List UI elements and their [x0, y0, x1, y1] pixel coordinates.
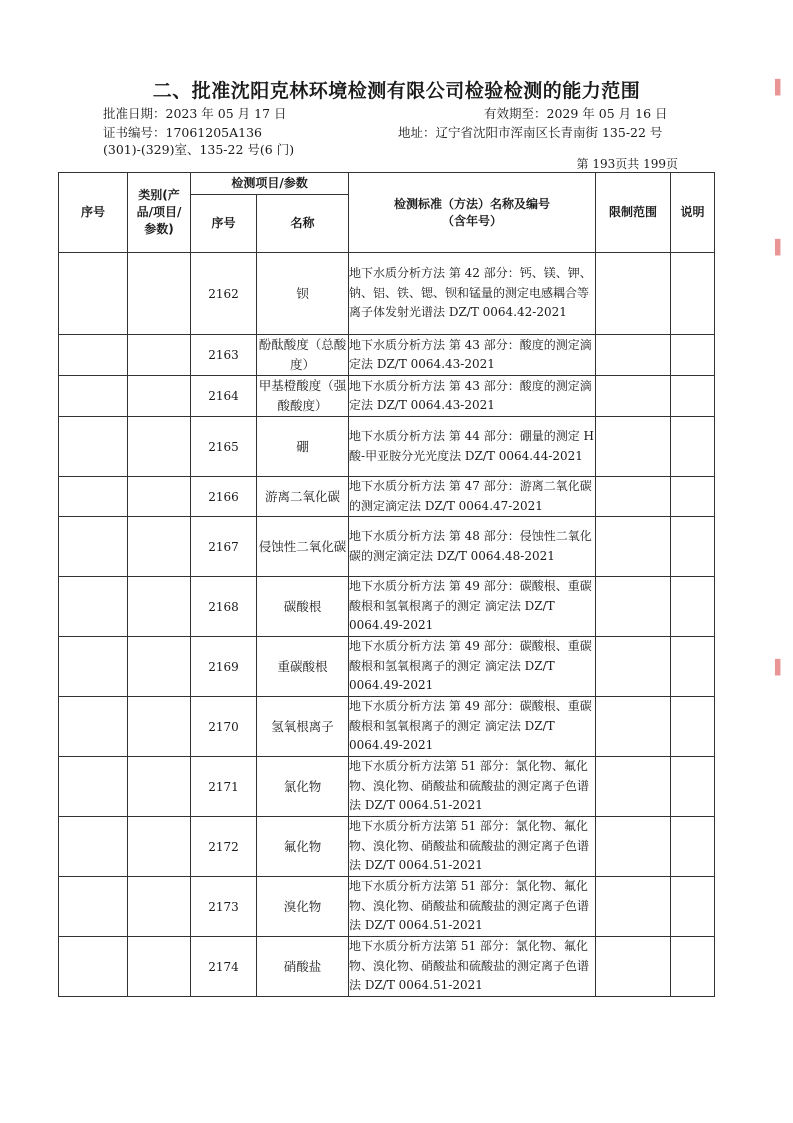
- table-row: [59, 517, 715, 577]
- category-cell: [128, 937, 191, 997]
- limit-cell: [596, 376, 671, 417]
- seq-cell: [59, 253, 128, 335]
- category-cell: [128, 757, 191, 817]
- limit-cell: [596, 877, 671, 937]
- table-row: [59, 817, 715, 877]
- item-name: 游离二氧化碳: [257, 477, 349, 517]
- header-standard: [349, 173, 596, 253]
- table-row: [59, 637, 715, 697]
- category-cell: [128, 697, 191, 757]
- header-category-text: 类别(产品/项目/参数): [136, 188, 182, 236]
- standard-cell: 地下水质分析方法第 51 部分：氯化物、氟化物、溴化物、硝酸盐和硫酸盐的测定离子色谱法 DZ/T 0064.51-2021: [349, 757, 596, 817]
- note-cell: [671, 376, 715, 417]
- limit-cell: [596, 637, 671, 697]
- table-row: [59, 577, 715, 637]
- limit-cell: [596, 937, 671, 997]
- seal-edge-mark: ▌: [775, 80, 786, 96]
- item-name: 甲基橙酸度（强酸酸度）: [257, 376, 349, 417]
- category-cell: [128, 517, 191, 577]
- seq-cell: [59, 817, 128, 877]
- limit-cell: [596, 477, 671, 517]
- standard-cell: 地下水质分析方法 第 47 部分：游离二氧化碳的测定滴定法 DZ/T 0064.47-2021: [349, 477, 596, 517]
- item-name: 氯化物: [257, 757, 349, 817]
- standard-cell: 地下水质分析方法第 51 部分：氯化物、氟化物、溴化物、硝酸盐和硫酸盐的测定离子色谱法 DZ/T 0064.51-2021: [349, 937, 596, 997]
- note-cell: [671, 757, 715, 817]
- standard-cell: 地下水质分析方法 第 43 部分：酸度的测定滴定法 DZ/T 0064.43-2021: [349, 376, 596, 417]
- address-continued: (301)-(329)室、135-22 号(6 门): [103, 142, 295, 157]
- limit-cell: [596, 817, 671, 877]
- limit-cell: [596, 697, 671, 757]
- header-standard-text: 检测标准（方法）名称及编号（含年号）: [394, 196, 551, 228]
- table-row: [59, 253, 715, 335]
- page-number: 第 193页共 199页: [576, 157, 678, 171]
- table-row: [59, 937, 715, 997]
- category-cell: [128, 637, 191, 697]
- seq-cell: [59, 637, 128, 697]
- limit-cell: [596, 517, 671, 577]
- item-number: 2167: [191, 517, 257, 577]
- category-cell: [128, 417, 191, 477]
- item-number: 2164: [191, 376, 257, 417]
- seq-cell: [59, 577, 128, 637]
- item-name: 硼: [257, 417, 349, 477]
- limit-cell: [596, 577, 671, 637]
- table-row: [59, 877, 715, 937]
- limit-cell: [596, 417, 671, 477]
- category-cell: [128, 335, 191, 376]
- limit-cell: [596, 335, 671, 376]
- category-cell: [128, 877, 191, 937]
- item-name: 钡: [257, 253, 349, 335]
- standard-cell: 地下水质分析方法 第 49 部分：碳酸根、重碳酸根和氢氧根离子的测定 滴定法 DZ/T 0064.49-2021: [349, 637, 596, 697]
- standard-cell: 地下水质分析方法 第 44 部分：硼量的测定 H 酸-甲亚胺分光光度法 DZ/T 0064.44-2021: [349, 417, 596, 477]
- note-cell: [671, 577, 715, 637]
- item-name: 氟化物: [257, 817, 349, 877]
- seq-cell: [59, 417, 128, 477]
- limit-cell: [596, 253, 671, 335]
- item-name: 酚酞酸度（总酸度）: [257, 335, 349, 376]
- note-cell: [671, 517, 715, 577]
- seq-cell: [59, 376, 128, 417]
- note-cell: [671, 937, 715, 997]
- note-cell: [671, 253, 715, 335]
- standard-cell: 地下水质分析方法 第 48 部分：侵蚀性二氧化碳的测定滴定法 DZ/T 0064.48-2021: [349, 517, 596, 577]
- item-number: 2170: [191, 697, 257, 757]
- item-number: 2169: [191, 637, 257, 697]
- category-cell: [128, 376, 191, 417]
- item-number: 2166: [191, 477, 257, 517]
- item-number: 2174: [191, 937, 257, 997]
- table-row: [59, 376, 715, 417]
- item-number: 2173: [191, 877, 257, 937]
- address: 地址：辽宁省沈阳市浑南区长青南街 135-22 号: [398, 125, 663, 140]
- seq-cell: [59, 757, 128, 817]
- seal-edge-mark: ▌: [775, 660, 786, 676]
- note-cell: [671, 877, 715, 937]
- header-sub-name: 名称: [257, 195, 349, 253]
- header-limit: 限制范围: [596, 173, 671, 253]
- standard-cell: 地下水质分析方法 第 43 部分：酸度的测定滴定法 DZ/T 0064.43-2021: [349, 335, 596, 376]
- table-row: [59, 477, 715, 517]
- note-cell: [671, 417, 715, 477]
- seq-cell: [59, 335, 128, 376]
- table-row: [59, 417, 715, 477]
- item-number: 2171: [191, 757, 257, 817]
- header-category: [128, 173, 191, 253]
- item-name: 硝酸盐: [257, 937, 349, 997]
- standard-cell: 地下水质分析方法第 51 部分：氯化物、氟化物、溴化物、硝酸盐和硫酸盐的测定离子色谱法 DZ/T 0064.51-2021: [349, 877, 596, 937]
- seq-cell: [59, 517, 128, 577]
- limit-cell: [596, 757, 671, 817]
- seq-cell: [59, 937, 128, 997]
- item-name: 重碳酸根: [257, 637, 349, 697]
- item-name: 氢氧根离子: [257, 697, 349, 757]
- table-row: [59, 697, 715, 757]
- item-number: 2162: [191, 253, 257, 335]
- capability-table: [58, 172, 715, 997]
- item-number: 2168: [191, 577, 257, 637]
- approve-date: 批准日期：2023 年 05 月 17 日: [103, 106, 287, 121]
- item-number: 2163: [191, 335, 257, 376]
- seq-cell: [59, 697, 128, 757]
- item-name: 碳酸根: [257, 577, 349, 637]
- seq-cell: [59, 477, 128, 517]
- note-cell: [671, 817, 715, 877]
- cert-no: 证书编号：17061205A136: [103, 125, 263, 140]
- note-cell: [671, 697, 715, 757]
- header-note: 说明: [671, 173, 715, 253]
- valid-until: 有效期至：2029 年 05 月 16 日: [484, 106, 668, 121]
- note-cell: [671, 477, 715, 517]
- table-row: [59, 335, 715, 376]
- standard-cell: 地下水质分析方法第 51 部分：氯化物、氟化物、溴化物、硝酸盐和硫酸盐的测定离子色谱法 DZ/T 0064.51-2021: [349, 817, 596, 877]
- header-sub-seq: 序号: [191, 195, 257, 253]
- item-name: 侵蚀性二氧化碳: [257, 517, 349, 577]
- standard-cell: 地下水质分析方法 第 42 部分：钙、镁、钾、钠、铝、铁、锶、钡和锰量的测定电感耦合等离子体发射光谱法 DZ/T 0064.42-2021: [349, 253, 596, 335]
- header-project: 检测项目/参数: [191, 173, 349, 195]
- category-cell: [128, 477, 191, 517]
- item-number: 2172: [191, 817, 257, 877]
- category-cell: [128, 817, 191, 877]
- item-number: 2165: [191, 417, 257, 477]
- item-name: 溴化物: [257, 877, 349, 937]
- seal-edge-mark: ▌: [775, 240, 786, 256]
- standard-cell: 地下水质分析方法 第 49 部分：碳酸根、重碳酸根和氢氧根离子的测定 滴定法 DZ/T 0064.49-2021: [349, 577, 596, 637]
- seq-cell: [59, 877, 128, 937]
- standard-cell: 地下水质分析方法 第 49 部分：碳酸根、重碳酸根和氢氧根离子的测定 滴定法 DZ/T 0064.49-2021: [349, 697, 596, 757]
- note-cell: [671, 335, 715, 376]
- category-cell: [128, 577, 191, 637]
- page-title: 二、批准沈阳克林环境检测有限公司检验检测的能力范围: [152, 80, 641, 102]
- table-row: [59, 757, 715, 817]
- category-cell: [128, 253, 191, 335]
- note-cell: [671, 637, 715, 697]
- header-seq: 序号: [59, 173, 128, 253]
